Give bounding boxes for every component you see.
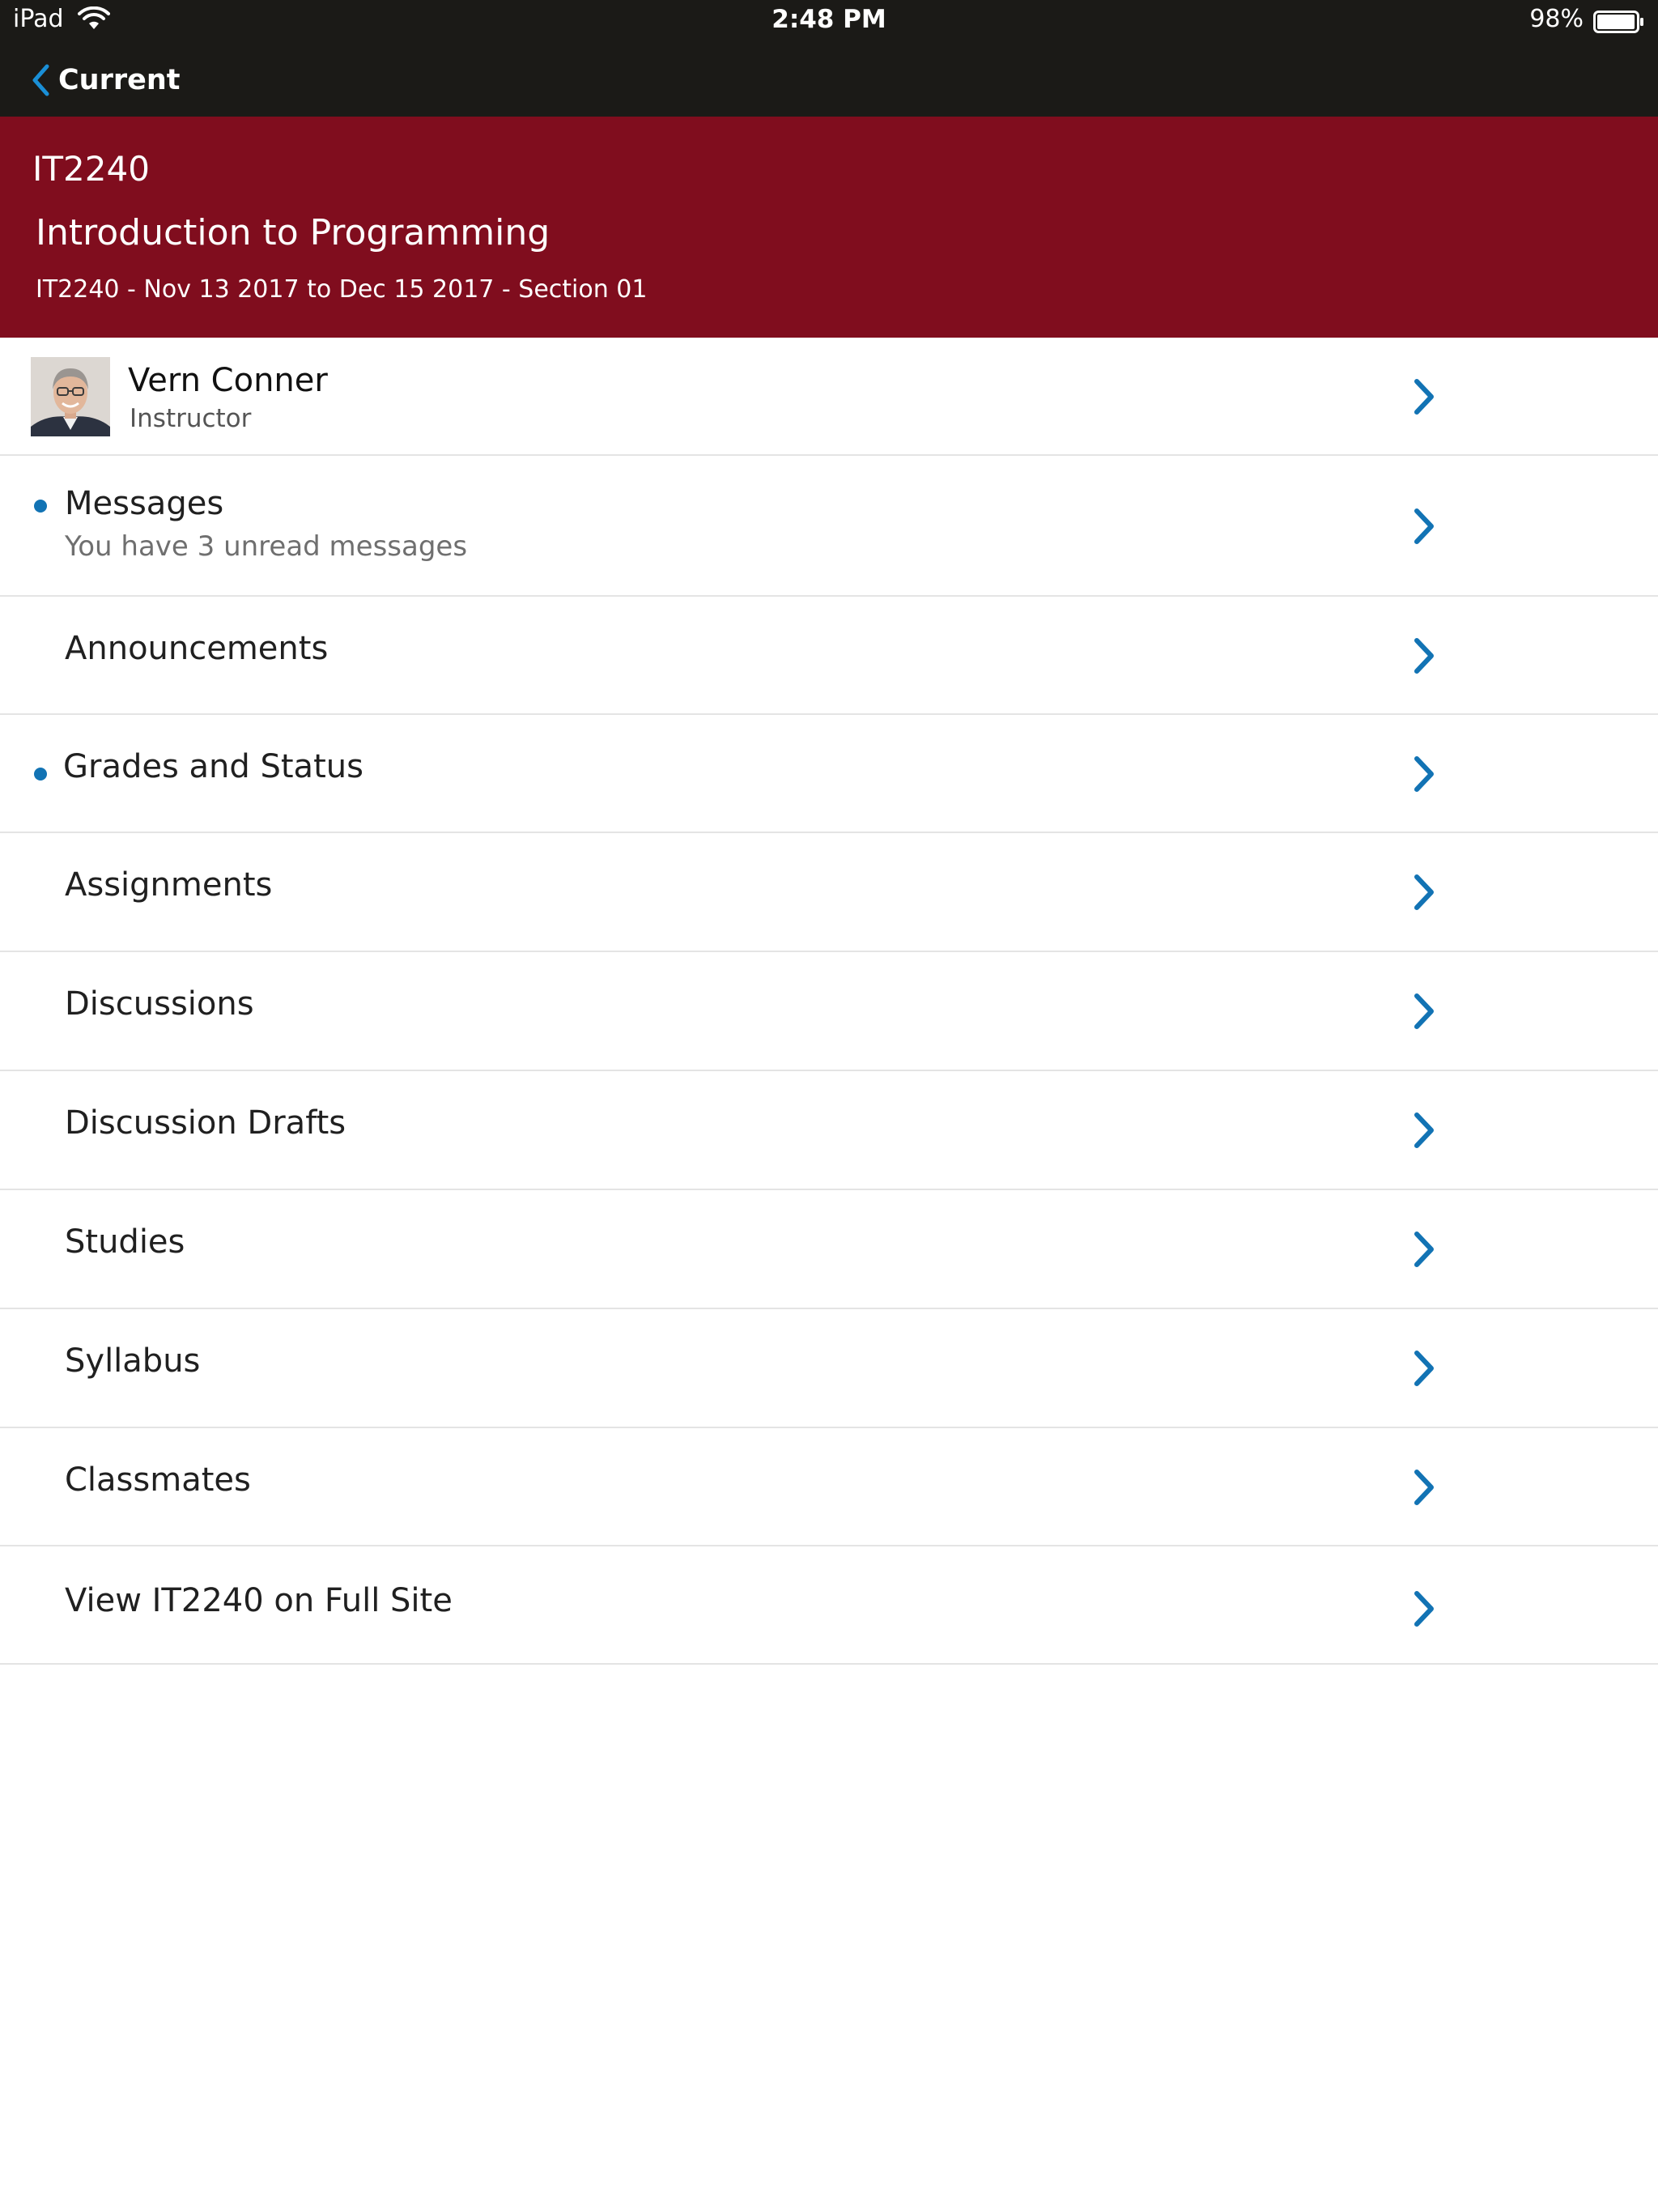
status-time: 2:48 PM <box>772 5 886 34</box>
menu-item-full-site[interactable] <box>0 1546 1658 1665</box>
instructor-role: Instructor <box>130 404 252 433</box>
menu-item-studies[interactable] <box>0 1190 1658 1309</box>
status-bar <box>0 0 1658 44</box>
chevron-right-icon <box>1410 376 1438 417</box>
instructor-name: Vern Conner <box>128 362 328 399</box>
chevron-right-icon <box>1410 991 1438 1032</box>
chevron-right-icon <box>1410 872 1438 912</box>
menu-item-label: Announcements <box>65 630 329 667</box>
chevron-right-icon <box>1410 1229 1438 1270</box>
chevron-right-icon <box>1410 1467 1438 1508</box>
course-code: IT2240 <box>32 149 150 189</box>
chevron-right-icon <box>1410 506 1438 547</box>
menu-item-syllabus[interactable] <box>0 1309 1658 1428</box>
course-title: Introduction to Programming <box>36 212 551 253</box>
avatar <box>31 357 110 436</box>
menu-item-label: Discussion Drafts <box>65 1104 346 1142</box>
chevron-right-icon <box>1410 754 1438 794</box>
back-button-label: Current <box>58 64 181 96</box>
chevron-right-icon <box>1410 1589 1438 1629</box>
menu-item-discussions[interactable] <box>0 952 1658 1071</box>
menu-item-sublabel: You have 3 unread messages <box>65 530 468 563</box>
chevron-right-icon <box>1410 1348 1438 1389</box>
chevron-right-icon <box>1410 1110 1438 1151</box>
menu-item-label: View IT2240 on Full Site <box>65 1582 453 1619</box>
instructor-row[interactable] <box>0 338 1658 456</box>
menu-item-label: Classmates <box>65 1461 251 1499</box>
menu-item-classmates[interactable] <box>0 1428 1658 1546</box>
menu-item-messages[interactable] <box>0 456 1658 597</box>
unread-dot-icon <box>34 500 47 513</box>
menu-item-label: Studies <box>65 1223 185 1261</box>
chevron-right-icon <box>1410 636 1438 676</box>
menu-item-label: Discussions <box>65 985 254 1023</box>
menu-item-discussion-drafts[interactable] <box>0 1071 1658 1190</box>
menu-item-assignments[interactable] <box>0 833 1658 952</box>
course-subtitle: IT2240 - Nov 13 2017 to Dec 15 2017 - Section 01 <box>36 275 648 304</box>
menu-item-label: Messages <box>65 485 224 522</box>
menu-item-label: Assignments <box>65 866 273 904</box>
menu-item-grades[interactable] <box>0 715 1658 833</box>
battery-icon <box>1593 10 1645 34</box>
menu-item-announcements[interactable] <box>0 597 1658 715</box>
chevron-left-icon <box>31 64 50 96</box>
course-header <box>0 117 1658 338</box>
menu-item-label: Grades and Status <box>63 748 363 785</box>
back-button[interactable] <box>31 60 181 100</box>
menu-item-label: Syllabus <box>65 1342 201 1380</box>
device-label: iPad <box>13 5 64 33</box>
top-bar <box>0 0 1658 117</box>
battery-percent: 98% <box>1529 5 1584 33</box>
unread-dot-icon <box>34 768 47 781</box>
